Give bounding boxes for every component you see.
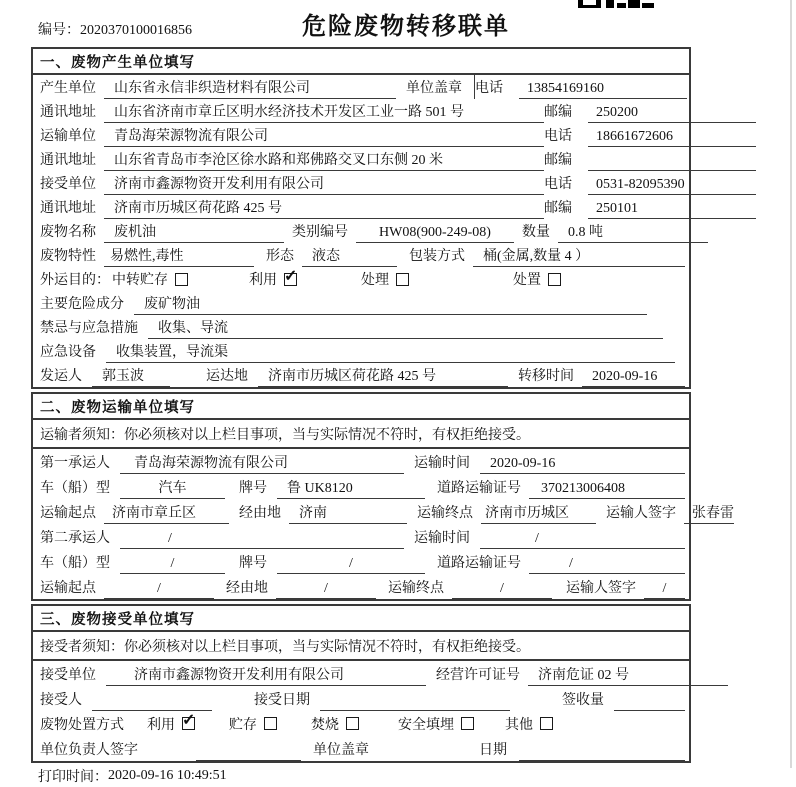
form-field: 液态 <box>302 246 397 267</box>
address-label: 通讯地址 <box>40 105 96 120</box>
address-label: 通讯地址 <box>40 201 96 216</box>
checkbox-disposal-other[interactable] <box>540 717 553 730</box>
receiver-notice: 接受者须知：你必须核对以上栏目事项，当与实际情况不符时，有权拒绝接受。 <box>33 632 689 661</box>
carrier2-sign-field: / <box>644 578 685 599</box>
receiver-zip-field: 250101 <box>588 198 756 219</box>
accept-unit-label: 接受单位 <box>40 667 96 683</box>
checkbox-disposal-landfill[interactable] <box>461 717 474 730</box>
taboo-field: 收集、导流 <box>148 318 663 339</box>
transporter-address-field: 山东省青岛市李沧区徐水路和郑佛路交叉口东侧 20 米 <box>104 150 544 171</box>
hazard-label: 主要危险成分 <box>40 297 124 312</box>
plate-label: 牌号 <box>239 555 267 571</box>
accepter-field <box>92 690 212 711</box>
transport-time-label: 运输时间 <box>414 455 470 471</box>
hazard-field: 废矿物油 <box>134 294 647 315</box>
packing-label: 包装方式 <box>409 249 465 264</box>
carrier1-time-field: 2020-09-16 <box>480 453 685 474</box>
form-label: 形态 <box>266 249 294 264</box>
row-carrier1-route <box>33 499 734 524</box>
row-carrier2-route <box>33 574 689 599</box>
quantity-field: 0.8 吨 <box>558 222 708 243</box>
date-label: 日期 <box>479 742 507 758</box>
disposal-option-label: 焚烧 <box>311 717 339 733</box>
qr-block <box>617 3 626 8</box>
section-receiver <box>31 604 691 763</box>
transporter-zip-field <box>588 150 756 171</box>
road-license-label: 道路运输证号 <box>437 480 521 496</box>
transport-time-label: 运输时间 <box>414 530 470 546</box>
carrier-sign-label: 运输人签字 <box>566 580 636 596</box>
row-taboo <box>33 315 689 339</box>
row-shipper <box>33 363 689 387</box>
received-qty-label: 签收量 <box>562 692 604 708</box>
date-field <box>519 740 685 761</box>
serial-label: 编号： <box>38 23 80 38</box>
disposal-option-use <box>147 714 195 734</box>
serial-value: 2020370100016856 <box>80 23 192 38</box>
origin-label: 运输起点 <box>40 505 96 521</box>
carrier2-field: / <box>120 528 404 549</box>
disposal-option-label: 利用 <box>147 717 175 733</box>
purpose-option-label: 利用 <box>249 273 277 288</box>
checkbox-use[interactable] <box>284 273 297 286</box>
equipment-label: 应急设备 <box>40 345 96 360</box>
carrier1-field: 青岛海荣源物流有限公司 <box>120 453 404 474</box>
qr-code-fragment <box>578 0 654 8</box>
row-accept-unit <box>33 661 689 686</box>
transporter-notice: 运输者须知：你必须核对以上栏目事项，当与实际情况不符时，有权拒绝接受。 <box>33 420 689 449</box>
receiver-address-field: 济南市历城区荷花路 425 号 <box>104 198 544 219</box>
disposal-option-label: 安全填埋 <box>398 717 454 733</box>
purpose-option-use <box>249 269 297 289</box>
accept-date-label: 接受日期 <box>254 692 310 708</box>
end-label: 运输终点 <box>388 580 444 596</box>
purpose-option-label: 中转贮存 <box>112 273 168 288</box>
via-label: 经由地 <box>226 580 268 596</box>
unit-seal-label: 单位盖章 <box>313 742 369 758</box>
qr-block <box>642 3 654 8</box>
carrier2-end-field: / <box>452 578 552 599</box>
origin-label: 运输起点 <box>40 580 96 596</box>
transporter-phone-field: 18661672606 <box>588 126 756 147</box>
section-producer-header: 一、废物产生单位填写 <box>33 49 689 75</box>
carrier2-vehicle-field: / <box>120 553 225 574</box>
zip-label: 邮编 <box>544 153 572 168</box>
receiver-phone-field: 0531-82095390 <box>588 174 756 195</box>
carrier1-label: 第一承运人 <box>40 455 110 471</box>
vehicle-label: 车（船）型 <box>40 555 110 571</box>
row-equipment <box>33 339 689 363</box>
row-carrier1-vehicle <box>33 474 689 499</box>
row-waste-name <box>33 219 689 243</box>
row-carrier2 <box>33 524 689 549</box>
carrier2-label: 第二承运人 <box>40 530 110 546</box>
qr-block <box>578 0 601 8</box>
quantity-label: 数量 <box>522 225 550 240</box>
character-field: 易燃性,毒性 <box>104 246 254 267</box>
row-producer <box>33 75 689 99</box>
head-sign-field <box>196 740 301 761</box>
transfer-date-label: 转移时间 <box>518 369 574 384</box>
section-transporter <box>31 392 734 601</box>
equipment-field: 收集装置，导流渠 <box>106 342 675 363</box>
character-label: 废物特性 <box>40 249 96 264</box>
purpose-option-dispose <box>513 269 561 289</box>
carrier2-origin-field: / <box>104 578 214 599</box>
print-time-label: 打印时间： <box>38 770 108 785</box>
phone-label: 电话 <box>544 177 572 192</box>
checkbox-disposal-store[interactable] <box>264 717 277 730</box>
accepter-label: 接受人 <box>40 692 82 708</box>
carrier-sign-label: 运输人签字 <box>606 505 676 521</box>
transporter-field: 青岛海荣源物流有限公司 <box>104 126 544 147</box>
row-receiver <box>33 171 689 195</box>
checkbox-disposal-burn[interactable] <box>346 717 359 730</box>
head-sign-label: 单位负责人签字 <box>40 742 138 758</box>
waste-name-label: 废物名称 <box>40 225 96 240</box>
row-head-sign <box>33 736 689 761</box>
disposal-option-burn <box>311 714 359 734</box>
carrier1-end-field: 济南市历城区 <box>481 503 596 524</box>
row-carrier1 <box>33 449 689 474</box>
row-transporter <box>33 123 689 147</box>
checkbox-treat[interactable] <box>396 273 409 286</box>
row-hazard <box>33 291 689 315</box>
section-producer <box>31 47 691 389</box>
transporter-label: 运输单位 <box>40 129 96 144</box>
end-label: 运输终点 <box>417 505 473 521</box>
permit-field: 济南危证 02 号 <box>528 665 728 686</box>
carrier2-via-field: / <box>276 578 376 599</box>
carrier1-via-field: 济南 <box>289 503 407 524</box>
qr-block <box>628 0 640 8</box>
zip-label: 邮编 <box>544 201 572 216</box>
permit-label: 经营许可证号 <box>436 667 520 683</box>
row-purpose <box>33 267 689 291</box>
purpose-option-label: 处置 <box>513 273 541 288</box>
address-label: 通讯地址 <box>40 153 96 168</box>
shipper-field: 郭玉波 <box>92 366 170 387</box>
row-carrier2-vehicle <box>33 549 689 574</box>
row-producer-address <box>33 99 689 123</box>
carrier2-plate-field: / <box>277 553 425 574</box>
transporter-zip-cell <box>544 147 756 171</box>
carrier1-plate-field: 鲁 UK8120 <box>277 478 425 499</box>
seal-cell-divider <box>474 75 475 99</box>
via-label: 经由地 <box>239 505 281 521</box>
section-receiver-header: 三、废物接受单位填写 <box>33 606 689 632</box>
carrier2-time-field: / <box>480 528 685 549</box>
vehicle-label: 车（船）型 <box>40 480 110 496</box>
transporter-phone-cell <box>544 123 756 147</box>
destination-field: 济南市历城区荷花路 425 号 <box>258 366 508 387</box>
receiver-label: 接受单位 <box>40 177 96 192</box>
row-waste-character <box>33 243 689 267</box>
print-time <box>31 765 691 787</box>
purpose-option-label: 处理 <box>361 273 389 288</box>
checkbox-disposal-use[interactable] <box>182 717 195 730</box>
page-edge <box>790 0 792 768</box>
disposal-option-landfill <box>398 714 474 734</box>
road-license-label: 道路运输证号 <box>437 555 521 571</box>
checkbox-dispose[interactable] <box>548 273 561 286</box>
page-title: 危险废物转移联单 <box>302 14 510 40</box>
received-qty-field <box>614 690 685 711</box>
purpose-label: 外运目的： <box>40 273 110 288</box>
producer-zip-cell <box>544 99 756 123</box>
carrier1-origin-field: 济南市章丘区 <box>104 503 229 524</box>
print-time-value: 2020-09-16 10:49:51 <box>108 768 227 783</box>
producer-phone-cell <box>475 75 687 99</box>
row-transporter-address <box>33 147 689 171</box>
carrier2-license-field: / <box>529 553 685 574</box>
carrier1-license-field: 370213006408 <box>529 478 685 499</box>
disposal-option-store <box>229 714 277 734</box>
producer-phone-field: 13854169160 <box>519 78 687 99</box>
row-receiver-address <box>33 195 689 219</box>
zip-label: 邮编 <box>544 105 572 120</box>
waste-name-field: 废机油 <box>104 222 284 243</box>
seal-label: 单位盖章 <box>406 81 462 96</box>
checkbox-storage[interactable] <box>175 273 188 286</box>
producer-address-field: 山东省济南市章丘区明水经济技术开发区工业一路 501 号 <box>104 102 544 123</box>
packing-field: 桶(金属,数量 4 ） <box>473 246 685 267</box>
producer-zip-field: 250200 <box>588 102 756 123</box>
taboo-label: 禁忌与应急措施 <box>40 321 138 336</box>
row-disposal <box>33 711 689 736</box>
disposal-label: 废物处置方式 <box>40 717 124 733</box>
transfer-date-field: 2020-09-16 <box>582 366 685 387</box>
receiver-field: 济南市鑫源物资开发利用有限公司 <box>104 174 544 195</box>
producer-field: 山东省永信非织造材料有限公司 <box>104 78 396 99</box>
qr-block <box>606 0 614 8</box>
producer-label: 产生单位 <box>40 81 96 96</box>
disposal-option-label: 贮存 <box>229 717 257 733</box>
carrier1-sign-field: 张春雷 <box>684 503 734 524</box>
receiver-zip-cell <box>544 195 756 219</box>
phone-label: 电话 <box>475 81 503 96</box>
plate-label: 牌号 <box>239 480 267 496</box>
receiver-phone-cell <box>544 171 756 195</box>
accept-unit-field: 济南市鑫源物资开发利用有限公司 <box>106 665 426 686</box>
purpose-option-storage <box>112 269 188 289</box>
carrier1-vehicle-field: 汽车 <box>120 478 225 499</box>
purpose-option-treat <box>361 269 409 289</box>
title-bar <box>31 6 691 44</box>
disposal-option-other <box>505 714 553 734</box>
accept-date-field <box>320 690 510 711</box>
row-accepter <box>33 686 689 711</box>
destination-label: 运达地 <box>206 369 248 384</box>
category-field: HW08(900-249-08) <box>356 222 514 243</box>
shipper-label: 发运人 <box>40 369 82 384</box>
disposal-option-label: 其他 <box>505 717 533 733</box>
category-label: 类别编号 <box>292 225 348 240</box>
phone-label: 电话 <box>544 129 572 144</box>
section-transporter-header: 二、废物运输单位填写 <box>33 394 689 420</box>
